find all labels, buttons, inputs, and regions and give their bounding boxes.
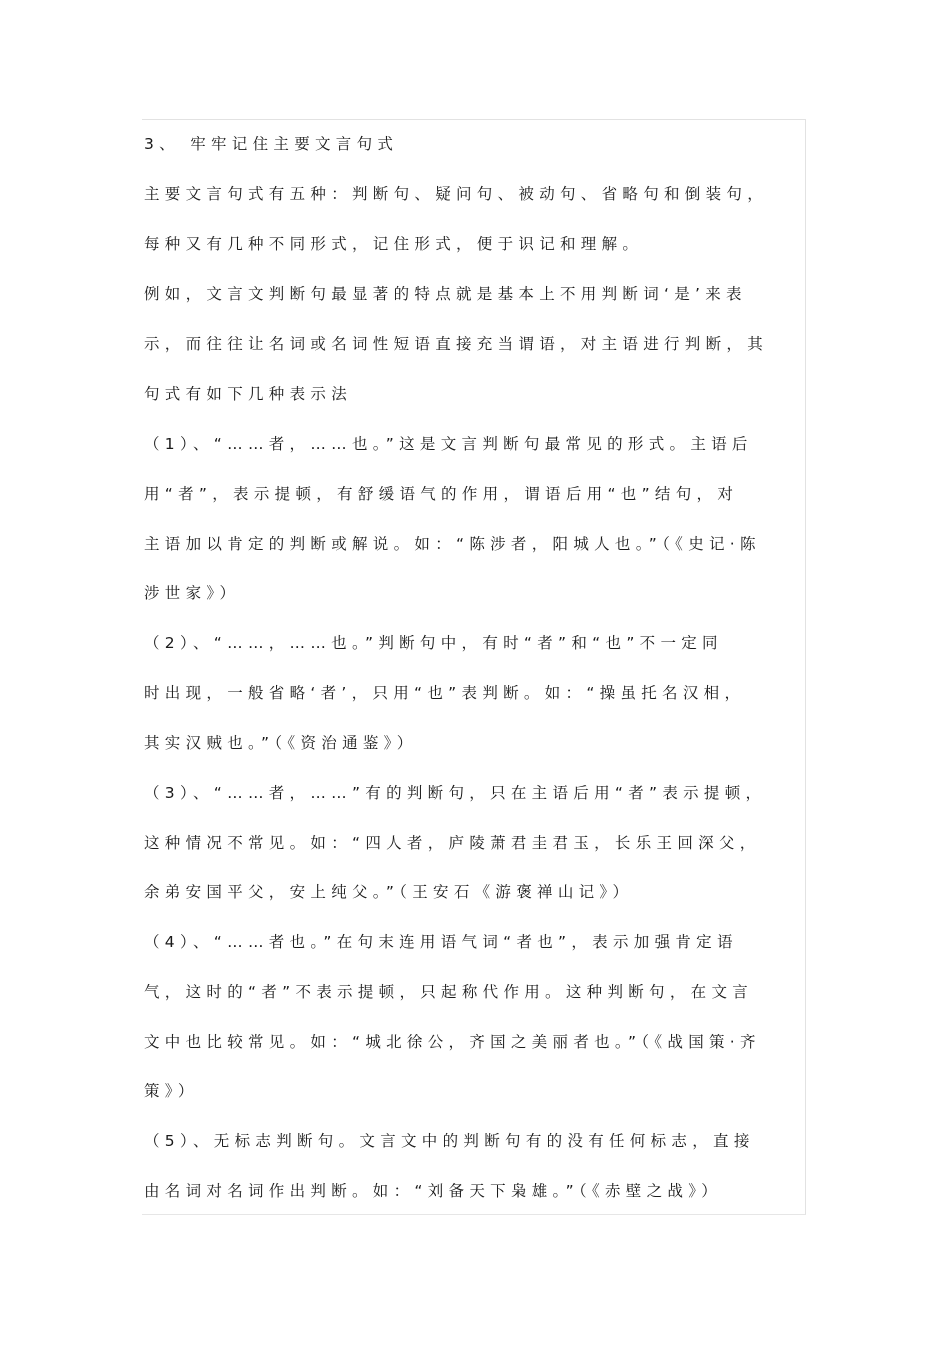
text-line: 其实汉贼也。”（《资治通鉴》） xyxy=(144,734,418,752)
text-line: 主语加以肯定的判断或解说。如：“陈涉者，阳城人也。”（《史记·陈 xyxy=(144,535,761,553)
text-line: 每种又有几种不同形式，记住形式，便于识记和理解。 xyxy=(144,235,644,253)
text-line: （2）、“……，……也。”判断句中，有时“者”和“也”不一定同 xyxy=(144,634,723,652)
text-line: 涉世家》） xyxy=(144,584,241,602)
text-line: 文中也比较常见。如：“城北徐公，齐国之美丽者也。”（《战国策·齐 xyxy=(144,1033,761,1051)
text-line: 句式有如下几种表示法 xyxy=(144,385,353,403)
text-line: 示，而往往让名词或名词性短语直接充当谓语，对主语进行判断，其 xyxy=(144,335,769,353)
text-line: （5）、无标志判断句。文言文中的判断句有的没有任何标志，直接 xyxy=(144,1132,755,1150)
text-line: 这种情况不常见。如：“四人者，庐陵萧君圭君玉，长乐王回深父， xyxy=(144,834,761,852)
section-heading: 3、 牢牢记住主要文言句式 xyxy=(144,135,399,153)
text-line: （3）、“……者，……”有的判断句，只在主语后用“者”表示提顿， xyxy=(144,784,767,802)
text-line: 余弟安国平父，安上纯父。”（王安石《游褒禅山记》） xyxy=(144,883,634,901)
text-line: 由名词对名词作出判断。如：“刘备天下枭雄。”（《赤壁之战》） xyxy=(144,1182,723,1200)
text-line: （1）、“……者，……也。”这是文言判断句最常见的形式。主语后 xyxy=(144,435,753,453)
text-line: （4）、“……者也。”在句末连用语气词“者也”，表示加强肯定语 xyxy=(144,933,738,951)
text-line: 气，这时的“者”不表示提顿，只起称代作用。这种判断句，在文言 xyxy=(144,983,754,1001)
text-line: 例如，文言文判断句最显著的特点就是基本上不用判断词‘是’来表 xyxy=(144,285,747,303)
text-line: 策》） xyxy=(144,1082,199,1100)
text-line: 用“者”，表示提顿，有舒缓语气的作用，谓语后用“也”结句，对 xyxy=(144,485,739,503)
text-line: 时出现，一般省略‘者’，只用“也”表判断。如：“操虽托名汉相， xyxy=(144,684,746,702)
text-line: 主要文言句式有五种：判断句、疑问句、被动句、省略句和倒装句， xyxy=(144,185,769,203)
